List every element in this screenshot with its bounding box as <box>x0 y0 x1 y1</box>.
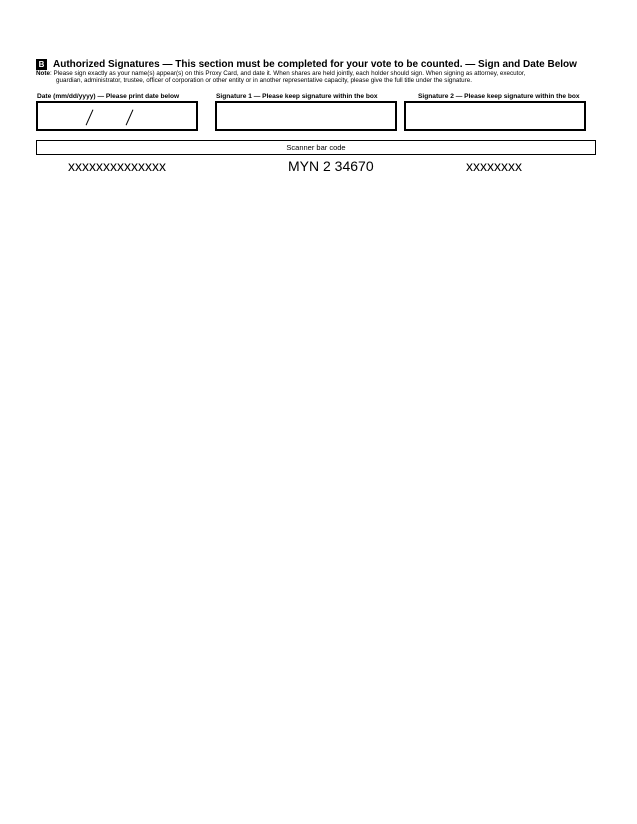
date-input-box[interactable] <box>36 101 198 131</box>
note-text-line2: guardian, administrator, trustee, officer of corporation or other entity or in another representative capacity, please give the full title under the signature. <box>56 77 472 84</box>
signing-note <box>36 70 596 84</box>
date-field-label: Date (mm/dd/yyyy) — Please print date below <box>37 93 180 100</box>
scanner-bar-code-label: Scanner bar code <box>286 143 346 152</box>
signature-2-label: Signature 2 — Please keep signature within the box <box>418 93 580 100</box>
note-text-line1: : Please sign exactly as your name(s) appear(s) on this Proxy Card, and date it. When shares are held jointly, each holder should sign. When signing as attorney, executor, <box>50 70 526 77</box>
signature-2-box[interactable] <box>404 101 586 131</box>
section-b-header <box>36 58 577 70</box>
scanner-bar-code-box <box>36 140 596 155</box>
section-badge: B <box>36 59 47 70</box>
section-title: Authorized Signatures — This section must be completed for your vote to be counted. — Sign and Date Below <box>53 58 577 70</box>
date-separator-slash <box>126 109 134 125</box>
code-center: MYN 2 34670 <box>288 158 374 174</box>
code-right: xxxxxxxx <box>466 158 522 174</box>
code-left: xxxxxxxxxxxxxx <box>68 158 166 174</box>
signature-1-label: Signature 1 — Please keep signature within the box <box>216 93 378 100</box>
signature-1-box[interactable] <box>215 101 397 131</box>
note-label: Note <box>36 70 50 77</box>
date-separator-slash <box>86 109 94 125</box>
